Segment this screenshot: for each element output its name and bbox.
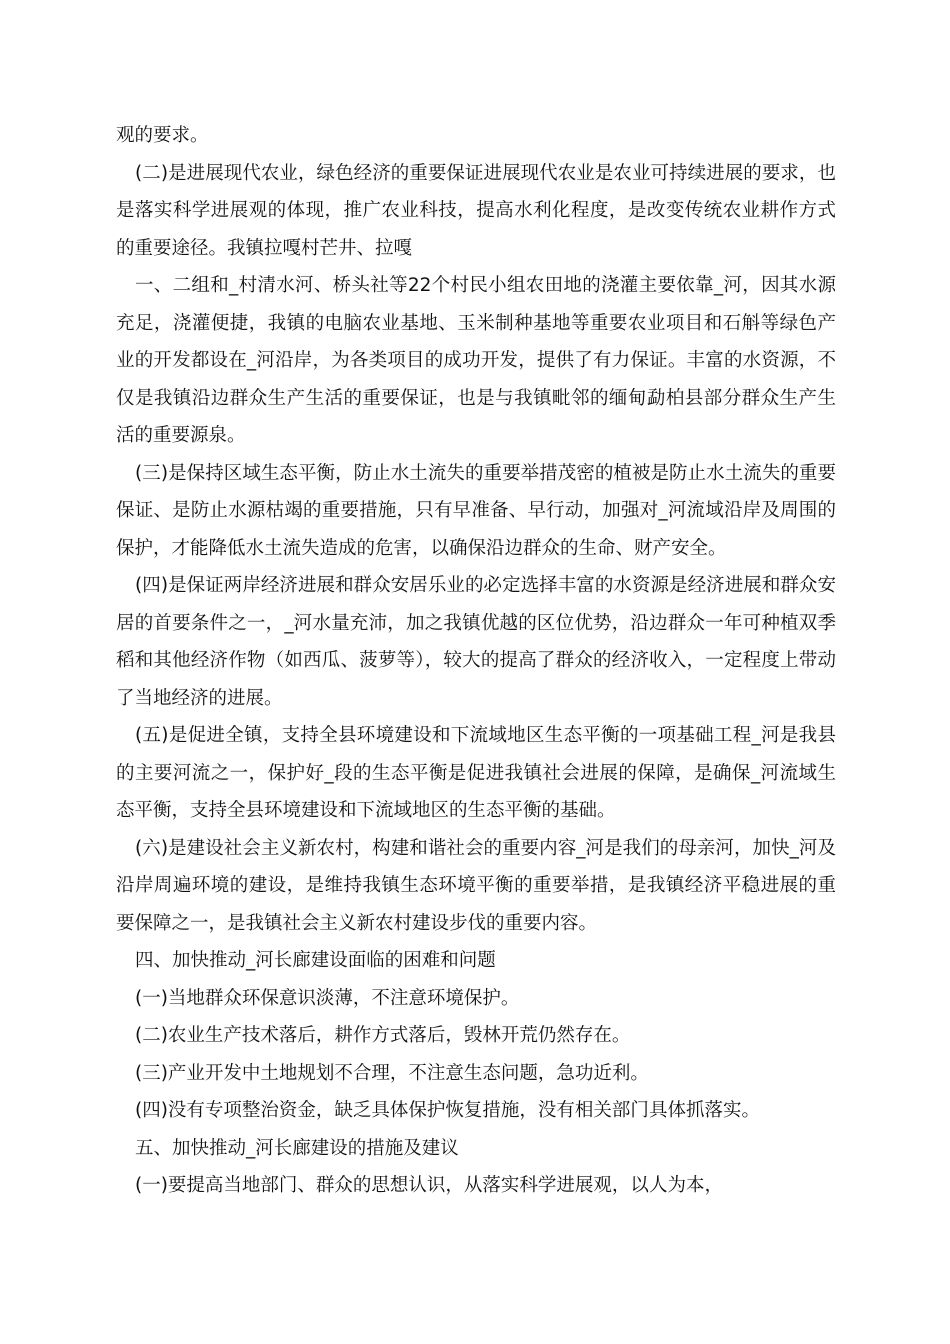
- paragraph-2: (二)是进展现代农业，绿色经济的重要保证进展现代农业是农业可持续进展的要求，也是落实科学进展观的体现，推广农业科技，提高水利化程度，是改变传统农业耕作方式的重要途径。我镇拉嘎村芒井、拉嘎: [116, 162, 836, 259]
- paragraph-4: (三)是保持区域生态平衡，防止水土流失的重要举措茂密的植被是防止水土流失的重要保证、是防止水源枯竭的重要措施，只有早准备、早行动，加强对_河流域沿岸及周围的保护，才能降低水土流失造成的危害，以确保沿边群众的生命、财产安全。: [116, 462, 836, 559]
- paragraph-5: (四)是保证两岸经济进展和群众安居乐业的必定选择丰富的水资源是经济进展和群众安居的首要条件之一，_河水量充沛，加之我镇优越的区位优势，沿边群众一年可种植双季稻和其他经济作物（如西瓜、菠萝等），较大的提高了群众的经济收入，一定程度上带动了当地经济的进展。: [116, 575, 836, 709]
- section-heading-4: 四、加快推动_河长廊建设面临的困难和问题: [135, 950, 496, 971]
- list-item-problem-3: (三)产业开发中土地规划不合理，不注意生态问题，急功近利。: [135, 1062, 649, 1084]
- list-item-measure-1: (一)要提高当地部门、群众的思想认识，从落实科学进展观，以人为本，: [135, 1175, 723, 1196]
- paragraph-3: 一、二组和_村清水河、桥头社等22个村民小组农田地的浇灌主要依靠_河，因其水源充足，浇灌便捷，我镇的电脑农业基地、玉米制种基地等重要农业项目和石斛等绿色产业的开发都设在_河沿岸，为各类项目的成功开发，提供了有力保证。丰富的水资源，不仅是我镇沿边群众生产生活的重要保证，也是与我镇毗邻的缅甸勐柏县部分群众生产生活的重要源泉。: [116, 275, 836, 446]
- document-body: [116, 117, 836, 1205]
- paragraph-7: (六)是建设社会主义新农村，构建和谐社会的重要内容_河是我们的母亲河，加快_河及沿岸周遍环境的建设，是维持我镇生态环境平衡的重要举措，是我镇经济平稳进展的重要保障之一，是我镇社会主义新农村建设步伐的重要内容。: [116, 837, 836, 934]
- list-item-problem-4: (四)没有专项整治资金，缺乏具体保护恢复措施，没有相关部门具体抓落实。: [135, 1100, 760, 1121]
- paragraph-1: 观的要求。: [116, 125, 209, 146]
- list-item-problem-2: (二)农业生产技术落后，耕作方式落后，毁林开荒仍然存在。: [135, 1025, 631, 1046]
- section-heading-5: 五、加快推动_河长廊建设的措施及建议: [135, 1137, 459, 1159]
- paragraph-6: (五)是促进全镇，支持全县环境建设和下流域地区生态平衡的一项基础工程_河是我县的主要河流之一，保护好_段的生态平衡是促进我镇社会进展的保障，是确保_河流域生态平衡，支持全县环境建设和下流域地区的生态平衡的基础。: [116, 725, 836, 821]
- list-item-problem-1: (一)当地群众环保意识淡薄，不注意环境保护。: [135, 987, 520, 1009]
